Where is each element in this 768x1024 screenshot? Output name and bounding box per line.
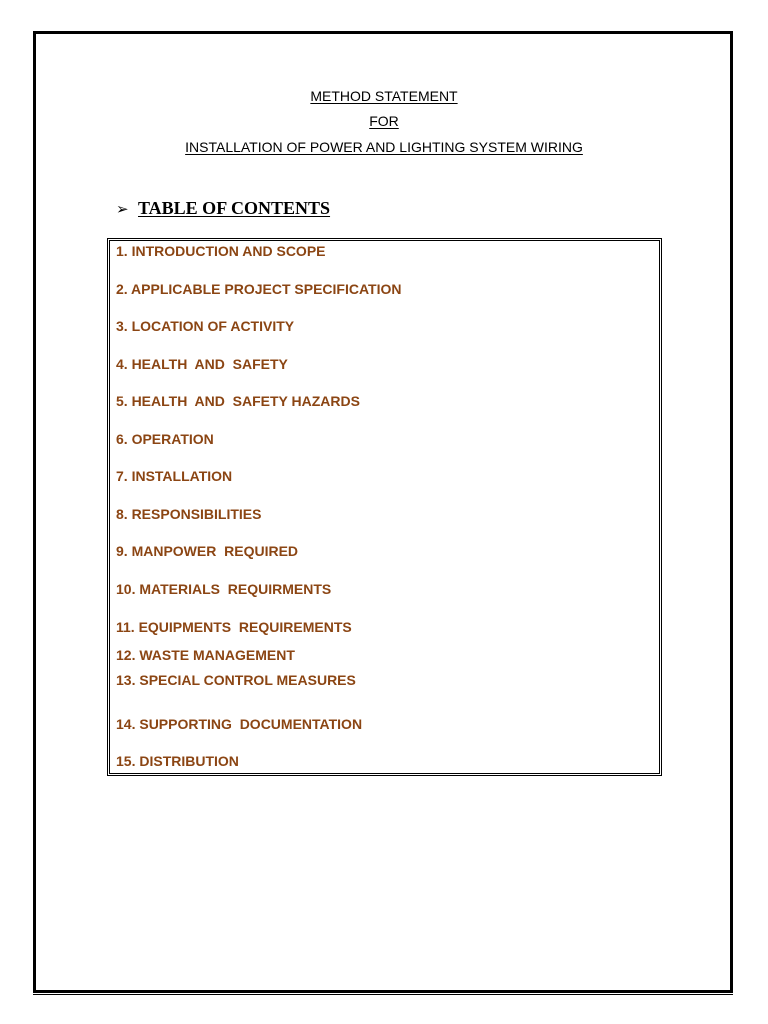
toc-item-operation: 6. OPERATION xyxy=(116,431,214,447)
toc-item-location: 3. LOCATION OF ACTIVITY xyxy=(116,318,295,334)
toc-heading xyxy=(116,197,330,220)
toc-item-waste-management: 12. WASTE MANAGEMENT xyxy=(116,647,295,663)
toc-item-introduction: 1. INTRODUCTION AND SCOPE xyxy=(116,243,326,259)
toc-item-responsibilities: 8. RESPONSIBILITIES xyxy=(116,506,262,522)
toc-item-equipments: 11. EQUIPMENTS REQUIREMENTS xyxy=(116,619,352,635)
document-subtitle: INSTALLATION OF POWER AND LIGHTING SYSTEM WIRING xyxy=(185,139,583,155)
toc-item-health-safety: 4. HEALTH AND SAFETY xyxy=(116,356,288,372)
toc-item-installation: 7. INSTALLATION xyxy=(116,468,233,484)
toc-item-materials: 10. MATERIALS REQUIRMENTS xyxy=(116,581,332,597)
toc-item-special-control: 13. SPECIAL CONTROL MEASURES xyxy=(116,672,356,688)
toc-item-distribution: 15. DISTRIBUTION xyxy=(116,753,239,769)
toc-item-specification: 2. APPLICABLE PROJECT SPECIFICATION xyxy=(116,281,402,297)
arrow-bullet-icon: ➢ xyxy=(116,200,129,218)
document-title: METHOD STATEMENT xyxy=(310,88,458,104)
toc-item-documentation: 14. SUPPORTING DOCUMENTATION xyxy=(116,716,363,732)
document-title-connector: FOR xyxy=(369,113,399,129)
toc-item-hazards: 5. HEALTH AND SAFETY HAZARDS xyxy=(116,393,360,409)
toc-heading-label: TABLE OF CONTENTS xyxy=(138,198,331,218)
toc-item-manpower: 9. MANPOWER REQUIRED xyxy=(116,543,299,559)
